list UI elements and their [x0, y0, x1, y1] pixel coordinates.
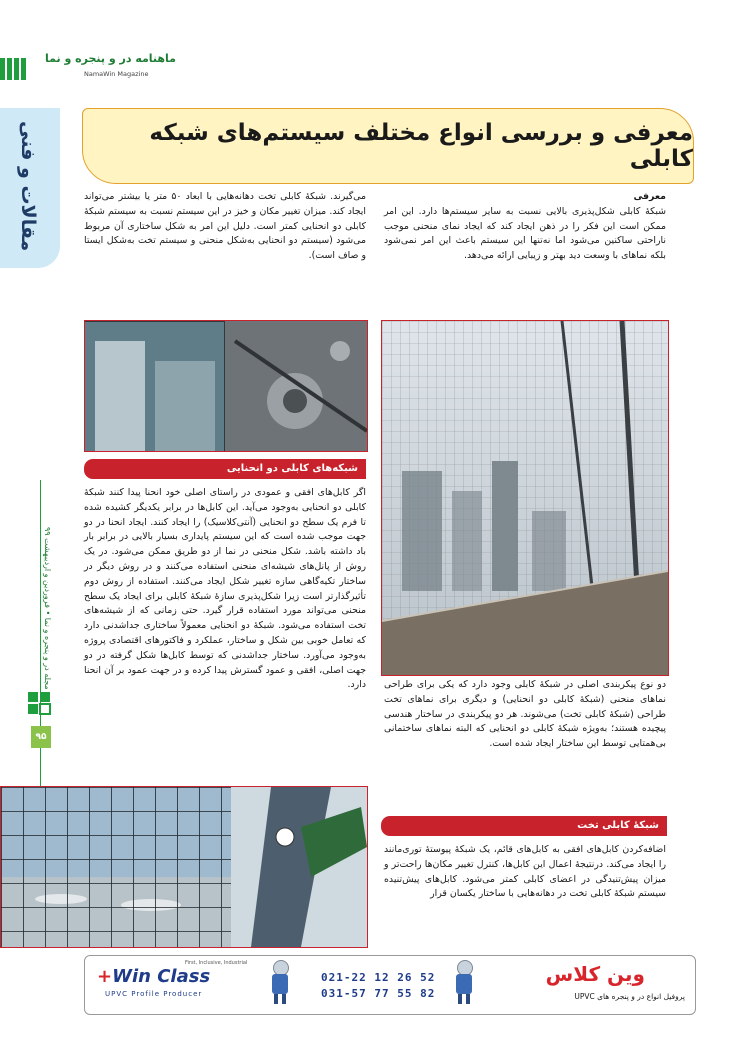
- intro-heading: معرفی: [633, 191, 666, 202]
- magazine-issue-label: مجله در و پنجره و نما • فروردین و اردیبهشت ۹۹: [43, 527, 52, 690]
- winclass-logo-en: [97, 966, 210, 987]
- phone-1: 021-22 12 26 52: [321, 971, 436, 984]
- logo-sub: NamaWin Magazine: [84, 70, 149, 78]
- magazine-mark-icon: [26, 690, 54, 716]
- section-tab-label: مقالات و فنی: [17, 120, 39, 252]
- phone-2: 031-57 77 55 82: [321, 987, 436, 1000]
- brand-strip: [0, 58, 28, 80]
- intro-block: [384, 190, 666, 264]
- flat-text: اضافه‌کردن کابل‌های افقی به کابل‌های قائم، یک شبکهٔ پیوستهٔ توری‌مانند را ایجاد می‌کند. درنتیجهٔ اعمال این کابل‌ها، کنترل تغییر مکان‌ها راحت‌تر و میزان پیش‌تنیدگی در اعضای کابلی کمتر می‌شود. کابل‌های پیش‌تنیده سیستم شبکهٔ کابلی تخت در دهانه‌هایی با ساختار یکسان قرار: [384, 844, 666, 900]
- flat-cable-net-photos: [0, 786, 368, 948]
- section-tab: [0, 108, 60, 268]
- winclass-ad[interactable]: [84, 955, 696, 1015]
- flat-heading: شبکهٔ کابلی تخت: [381, 816, 667, 836]
- robot-mascot-icon: [269, 960, 291, 1006]
- phone-numbers: [321, 970, 435, 1002]
- brand-name-en: Win Class: [112, 966, 211, 987]
- top-left-text: می‌گیرند. شبکهٔ کابلی تخت دهانه‌هایی با ابعاد ۵۰ متر یا بیشتر می‌تواند ایجاد کند. میزان تغییر مکان و خیز در این سیستم نسبت به سیستم شبکهٔ کابلی دو انحنایی کمتر است. دلیل این امر به شکل ساختاری آن مربوط می‌شود (سیستم دو انحنایی به‌شکل منحنی و سیستم تخت به‌شکل ایستا و صاف است).: [84, 191, 366, 262]
- magazine-logo: [45, 52, 176, 80]
- double-curve-heading: شبکه‌های کابلی دو انحنایی: [84, 459, 366, 479]
- cable-net-atrium-photo: [381, 320, 669, 676]
- ad-tagline: First, Inclusive, Industrial: [185, 960, 248, 966]
- title-box: [82, 108, 694, 184]
- plus-icon: +: [97, 966, 113, 987]
- double-curve-text: اگر کابل‌های افقی و عمودی در راستای اصلی خود انحنا پیدا کنند شبکهٔ کابلی دو انحنایی به‌وجود می‌آید. این کابل‌ها در برابر یکدیگر کشیده شده تا فرم یک سطح دو انحنایی (آنتی‌کلاسیک) را ایجاد کنند. ایجاد انحنا در دو جهت موجب شده است که این سیستم پایداری بسیار بالایی در برابر بار باد داشته باشد. شکل منحنی در نما از دو طریق ممکن می‌شود. در یک روش از پانل‌های شیشه‌ای منحنی استفاده می‌کنند و در روش دیگر در ساختار تکیه‌گاهی سازه تغییر شکل ایجاد می‌کنند. استفاده از روش دوم تأثیرگذارتر است زیرا شکل‌پذیری سازهٔ شبکهٔ کابلی برای ایجاد یک سطح منحنی می‌تواند مورد استفاده قرار گیرد. حتی زمانی که از شیشه‌های تخت استفاده می‌شود. شبکهٔ دو انحنایی معمولاً ساختاری جداشدنی دارد که تعامل خوبی بین شکل و ساختار، عملکرد و فاکتورهای اقتصادی پروژه به‌وجود می‌آورد. ساختار جداشدنی که توسط کابل‌ها شکل گرفته در دو جهت اصلی، افقی و عمود گسترش پیدا کرده و در جهت عمود بر آن انحنا دارد.: [84, 487, 366, 691]
- page-number: ۹۵: [31, 726, 51, 748]
- cable-fitting-photos: [84, 320, 368, 452]
- article-title: معرفی و بررسی انواع مختلف سیستم‌های شبکه کابلی: [149, 120, 693, 172]
- robot-mascot-icon: [453, 960, 475, 1006]
- intro-text: شبکهٔ کابلی شکل‌پذیری بالایی نسبت به سایر سیستم‌ها دارد. این امر ممکن است این فکر را در ذهن ایجاد کند که ایجاد نمای منحنی موجب ناراحتی ساکنین می‌شود اما نه‌تنها این سیستم باعث این امر نمی‌شود بلکه نماهای با وسعت دید بهتر و زیبایی ارائه می‌دهد.: [384, 205, 666, 262]
- brand-name-fa: وین کلاس: [545, 962, 645, 986]
- brand-sub-en: UPVC Profile Producer: [105, 990, 203, 998]
- logo-text: ماهنامه در و پنجره و نما: [45, 52, 176, 65]
- brand-sub-fa: پروفیل انواع در و پنجره های UPVC: [574, 992, 685, 1001]
- types-text: دو نوع پیکربندی اصلی در شبکهٔ کابلی وجود دارد که یکی برای طراحی نماهای منحنی (شبکهٔ کابلی دو انحنایی) و دیگری برای نماهای تخت طراحی (شبکهٔ کابلی تخت) می‌شوند. هر دو پیکربندی در ساختار هندسی پیچیده هستند؛ به‌ویژه شبکهٔ کابلی دو انحنایی که البته نماهای ساختمانی بی‌همتایی توسط این ساختار ایجاد شده است.: [384, 679, 666, 750]
